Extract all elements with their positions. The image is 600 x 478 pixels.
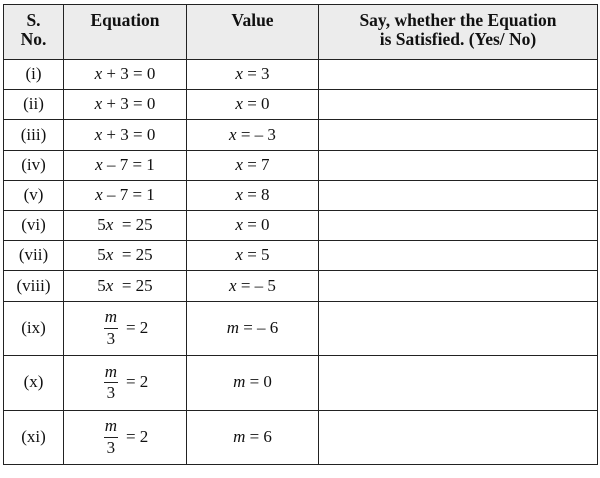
row-value bbox=[187, 60, 319, 90]
row-sno: (xi) bbox=[4, 410, 64, 465]
equation-expression bbox=[97, 245, 152, 264]
row-equation bbox=[64, 150, 187, 180]
row-equation bbox=[64, 301, 187, 356]
equation-rhs: = 2 bbox=[125, 372, 149, 392]
value-expression bbox=[235, 245, 269, 264]
value-rest: = – 3 bbox=[240, 124, 276, 144]
row-sno: (ix) bbox=[4, 301, 64, 356]
equation-rhs: = 2 bbox=[125, 426, 149, 446]
table-body bbox=[4, 60, 598, 465]
row-sno: (vi) bbox=[4, 210, 64, 240]
value-variable: m bbox=[226, 317, 239, 337]
header-row bbox=[4, 5, 598, 60]
table-row bbox=[4, 150, 598, 180]
fraction-equation bbox=[102, 308, 149, 348]
row-answer-cell[interactable] bbox=[319, 356, 598, 411]
header-equation: Equation bbox=[64, 5, 187, 60]
equation-expression bbox=[95, 155, 155, 174]
header-sno-line1: S. bbox=[26, 10, 41, 30]
value-rest: = 7 bbox=[247, 154, 270, 174]
row-answer-cell[interactable] bbox=[319, 210, 598, 240]
row-equation bbox=[64, 90, 187, 120]
row-equation bbox=[64, 356, 187, 411]
fraction bbox=[102, 417, 120, 457]
value-expression bbox=[233, 427, 272, 446]
header-value: Value bbox=[187, 5, 319, 60]
header-satisfied-line2: is Satisfied. (Yes/ No) bbox=[379, 29, 537, 50]
fraction-denominator: 3 bbox=[104, 328, 119, 349]
equation-expression bbox=[95, 94, 156, 113]
row-value bbox=[187, 150, 319, 180]
fraction-denominator: 3 bbox=[104, 437, 119, 458]
equation-rhs: + 3 = 0 bbox=[106, 64, 156, 84]
row-answer-cell[interactable] bbox=[319, 271, 598, 301]
row-value bbox=[187, 356, 319, 411]
fraction-equation bbox=[102, 363, 149, 403]
table-row bbox=[4, 271, 598, 301]
row-value bbox=[187, 241, 319, 271]
table-row bbox=[4, 356, 598, 411]
equation-expression bbox=[95, 185, 155, 204]
equation-coefficient: 5 bbox=[97, 215, 106, 235]
value-variable: x bbox=[235, 154, 243, 174]
fraction-numerator: m bbox=[104, 416, 117, 436]
value-rest: = 6 bbox=[249, 426, 272, 446]
equation-variable: x bbox=[105, 215, 114, 235]
equation-rhs: = 2 bbox=[125, 317, 149, 337]
row-answer-cell[interactable] bbox=[319, 120, 598, 150]
value-expression bbox=[229, 125, 276, 144]
row-equation bbox=[64, 60, 187, 90]
row-answer-cell[interactable] bbox=[319, 301, 598, 356]
value-variable: x bbox=[235, 215, 243, 235]
table-row bbox=[4, 210, 598, 240]
row-equation bbox=[64, 210, 187, 240]
equation-variable: x bbox=[95, 185, 103, 204]
table-row bbox=[4, 410, 598, 465]
fraction-numerator: m bbox=[104, 307, 117, 327]
equation-rhs: – 7 = 1 bbox=[106, 154, 155, 174]
row-answer-cell[interactable] bbox=[319, 241, 598, 271]
row-value bbox=[187, 210, 319, 240]
equation-rhs: + 3 = 0 bbox=[106, 94, 156, 114]
equation-variable: x bbox=[105, 245, 114, 265]
row-answer-cell[interactable] bbox=[319, 150, 598, 180]
value-rest: = 3 bbox=[247, 64, 270, 84]
equation-variable: x bbox=[94, 64, 103, 84]
table-row bbox=[4, 180, 598, 210]
row-answer-cell[interactable] bbox=[319, 60, 598, 90]
row-value bbox=[187, 271, 319, 301]
row-equation bbox=[64, 241, 187, 271]
row-sno: (vii) bbox=[4, 241, 64, 271]
value-variable: x bbox=[235, 245, 243, 265]
row-equation bbox=[64, 180, 187, 210]
table-row bbox=[4, 60, 598, 90]
row-answer-cell[interactable] bbox=[319, 90, 598, 120]
value-variable: x bbox=[229, 124, 237, 144]
table-row bbox=[4, 241, 598, 271]
row-sno: (iii) bbox=[4, 120, 64, 150]
equation-rhs: – 7 = 1 bbox=[106, 185, 155, 204]
equation-coefficient: 5 bbox=[97, 275, 106, 295]
value-expression bbox=[235, 185, 269, 204]
header-sno-line2: No. bbox=[20, 29, 47, 50]
header-sno bbox=[4, 5, 64, 60]
equation-expression bbox=[95, 64, 156, 83]
row-value bbox=[187, 120, 319, 150]
value-expression bbox=[235, 155, 269, 174]
table-row bbox=[4, 120, 598, 150]
equation-variable: x bbox=[105, 275, 114, 295]
value-variable: m bbox=[233, 372, 246, 392]
value-variable: x bbox=[235, 185, 243, 204]
value-variable: x bbox=[229, 275, 237, 295]
fraction-denominator: 3 bbox=[104, 382, 119, 403]
equation-rhs: = 25 bbox=[121, 275, 153, 295]
equation-coefficient: 5 bbox=[97, 245, 106, 265]
row-equation bbox=[64, 271, 187, 301]
table-row bbox=[4, 90, 598, 120]
row-answer-cell[interactable] bbox=[319, 180, 598, 210]
value-variable: m bbox=[233, 426, 246, 446]
value-variable: x bbox=[235, 64, 243, 84]
table-row bbox=[4, 301, 598, 356]
value-rest: = 0 bbox=[249, 372, 272, 392]
value-expression bbox=[229, 276, 276, 295]
value-expression bbox=[235, 215, 269, 234]
row-value bbox=[187, 90, 319, 120]
row-equation bbox=[64, 410, 187, 465]
value-variable: x bbox=[235, 94, 243, 114]
equation-rhs: + 3 = 0 bbox=[106, 124, 156, 144]
equation-rhs: = 25 bbox=[121, 245, 153, 265]
equation-variable: x bbox=[95, 154, 103, 174]
value-expression bbox=[227, 318, 279, 337]
fraction bbox=[102, 363, 120, 403]
row-answer-cell[interactable] bbox=[319, 410, 598, 465]
value-rest: = – 5 bbox=[240, 275, 276, 295]
fraction bbox=[102, 308, 120, 348]
value-expression bbox=[235, 64, 269, 83]
value-rest: = 8 bbox=[247, 185, 270, 204]
equation-table bbox=[3, 4, 598, 465]
equation-expression bbox=[95, 125, 156, 144]
value-expression bbox=[235, 94, 269, 113]
fraction-equation bbox=[102, 417, 149, 457]
value-expression bbox=[233, 372, 272, 391]
equation-variable: x bbox=[94, 94, 103, 114]
row-sno: (ii) bbox=[4, 90, 64, 120]
fraction-numerator: m bbox=[104, 361, 117, 381]
header-satisfied-line1: Say, whether the Equation bbox=[359, 10, 557, 30]
equation-expression bbox=[97, 276, 152, 295]
row-sno: (v) bbox=[4, 180, 64, 210]
value-rest: = 5 bbox=[247, 245, 270, 265]
row-sno: (x) bbox=[4, 356, 64, 411]
row-sno: (iv) bbox=[4, 150, 64, 180]
value-rest: = – 6 bbox=[243, 317, 279, 337]
equation-variable: x bbox=[94, 124, 103, 144]
value-rest: = 0 bbox=[247, 94, 270, 114]
row-sno: (i) bbox=[4, 60, 64, 90]
header-satisfied bbox=[319, 5, 598, 60]
row-sno: (viii) bbox=[4, 271, 64, 301]
row-value bbox=[187, 410, 319, 465]
equation-rhs: = 25 bbox=[121, 215, 153, 235]
value-rest: = 0 bbox=[247, 215, 270, 235]
equation-expression bbox=[97, 215, 152, 234]
row-value bbox=[187, 180, 319, 210]
row-value bbox=[187, 301, 319, 356]
row-equation bbox=[64, 120, 187, 150]
